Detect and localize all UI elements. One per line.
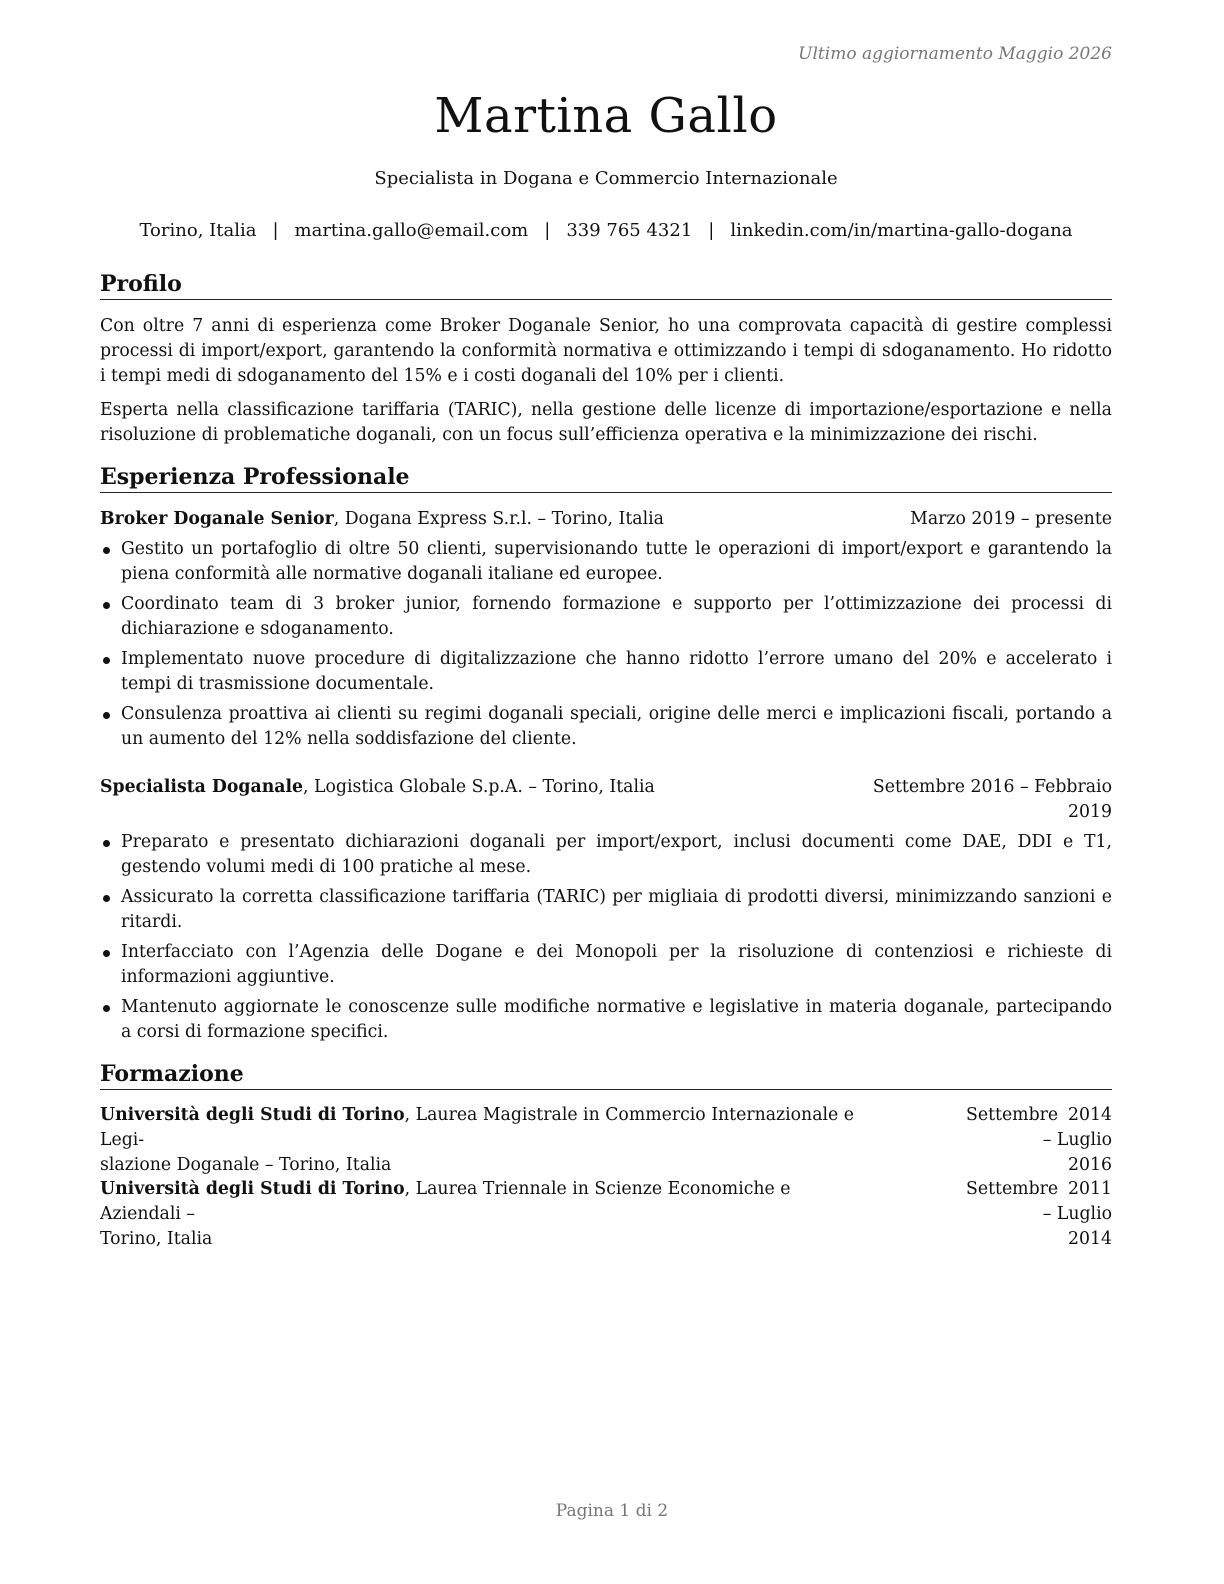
job-title-line	[100, 507, 664, 532]
contact-email[interactable]: martina.gallo@email.com	[294, 220, 529, 241]
page-number: Pagina 1 di 2	[555, 1501, 669, 1521]
education-description: Università degli Studi di Torino, Laurea Triennale in Scienze Economiche e Aziendali – Torino, Italia	[100, 1179, 791, 1249]
contact-line	[100, 220, 1112, 241]
list-item: Assicurato la corretta classificazione tariffaria (TARIC) per migliaia di prodotti diversi, minimizzando sanzioni e ritardi.	[100, 885, 1112, 935]
bullet-dot-icon	[103, 712, 110, 719]
profile-paragraph-2: Esperta nella classificazione tariffaria (TARIC), nella gestione delle licenze di importazione/esportazione e nella risoluzione di problematiche doganali, con un focus sull’efficienza operativa e la minimizzazione dei rischi.	[100, 400, 1112, 445]
job-dates: Marzo 2019 – presente	[910, 509, 1112, 529]
bullet-dot-icon	[103, 657, 110, 664]
list-item: Mantenuto aggiornate le conoscenze sulle modifiche normative e legislative in materia doganale, partecipando a corsi di formazione specifici.	[100, 995, 1112, 1045]
education-school: Università degli Studi di Torino	[100, 1105, 405, 1125]
job-bullet-list	[100, 830, 1112, 1050]
contact-separator: |	[708, 220, 715, 241]
bullet-dot-icon	[103, 950, 110, 957]
bullet-dot-icon	[103, 895, 110, 902]
section-title-profile: Profilo	[100, 270, 1112, 300]
job-company: , Dogana Express S.r.l. – Torino, Italia	[333, 509, 664, 529]
section-title-education: Formazione	[100, 1060, 1112, 1090]
contact-separator: |	[544, 220, 551, 241]
job-title-line	[100, 775, 655, 800]
education-school: Università degli Studi di Torino	[100, 1179, 405, 1199]
list-item: Consulenza proattiva ai clienti su regimi doganali speciali, origine delle merci e implicazioni fiscali, portando a un aumento del 12% nella soddisfazione del cliente.	[100, 702, 1112, 752]
bullet-dot-icon	[103, 547, 110, 554]
list-item: Implementato nuove procedure di digitalizzazione che hanno ridotto l’errore umano del 20% e accelerato i tempi di trasmissione documentale.	[100, 647, 1112, 697]
list-item: Gestito un portafoglio di oltre 50 clienti, supervisionando tutte le operazioni di import/export e garantendo la piena conformità alle normative doganali italiane ed europee.	[100, 537, 1112, 587]
bullet-dot-icon	[103, 840, 110, 847]
contact-location: Torino, Italia	[139, 220, 257, 241]
job-bullet-list	[100, 537, 1112, 757]
education-description: Università degli Studi di Torino, Laurea Magistrale in Commercio Internazionale e Legi- slazione Doganale – Torino, Italia	[100, 1105, 854, 1175]
job-dates: Settembre 2016 – Febbraio 2019	[872, 777, 1112, 822]
list-item: Coordinato team di 3 broker junior, fornendo formazione e supporto per l’ottimizzazione dei processi di dichiarazione e sdoganamento.	[100, 592, 1112, 642]
profile-paragraph-1: Con oltre 7 anni di esperienza come Broker Doganale Senior, ho una comprovata capacità di gestire complessi processi di import/export, garantendo la conformità normativa e ottimizzando i tempi di sdoganamento. Ho ridotto i tempi medi di sdoganamento del 15% e i costi doganali del 10% per i clienti.	[100, 316, 1112, 386]
last-updated: Ultimo aggiornamento Maggio 2026	[798, 44, 1112, 64]
education-dates: Settembre 2014 – Luglio 2016	[966, 1105, 1112, 1175]
education-dates: Settembre 2011 – Luglio 2014	[966, 1179, 1112, 1249]
contact-separator: |	[272, 220, 279, 241]
bullet-dot-icon	[103, 602, 110, 609]
job-role: Specialista Doganale	[100, 777, 304, 797]
candidate-subtitle: Specialista in Dogana e Commercio Internazionale	[374, 168, 838, 189]
job-company: , Logistica Globale S.p.A. – Torino, Italia	[303, 777, 655, 797]
bullet-dot-icon	[103, 1005, 110, 1012]
list-item: Interfacciato con l’Agenzia delle Dogane e dei Monopoli per la risoluzione di contenziosi e richieste di informazioni aggiuntive.	[100, 940, 1112, 990]
list-item: Preparato e presentato dichiarazioni doganali per import/export, inclusi documenti come DAE, DDI e T1, gestendo volumi medi di 100 pratiche al mese.	[100, 830, 1112, 880]
candidate-name: Martina Gallo	[434, 88, 778, 144]
contact-linkedin[interactable]: linkedin.com/in/martina-gallo-dogana	[730, 220, 1073, 241]
contact-phone: 339 765 4321	[566, 220, 693, 241]
job-role: Broker Doganale Senior	[100, 509, 334, 529]
section-title-experience: Esperienza Professionale	[100, 463, 1112, 493]
